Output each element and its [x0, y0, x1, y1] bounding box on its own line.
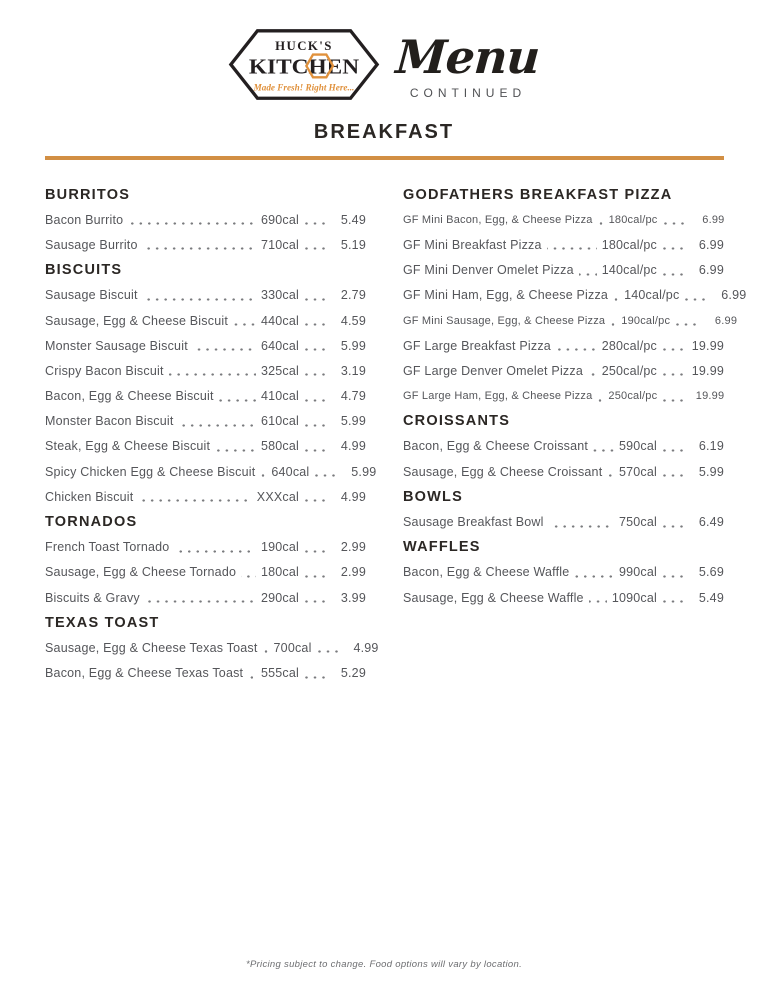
- item-calories: 410cal: [260, 389, 299, 404]
- item-price: 4.99: [340, 439, 366, 454]
- item-name: Bacon, Egg & Cheese Croissant: [403, 439, 589, 454]
- item-price: 5.69: [698, 565, 724, 580]
- item-name: Sausage, Egg & Cheese Waffle: [403, 590, 584, 605]
- menu-section: [45, 258, 377, 510]
- menu-item-row: [45, 585, 366, 610]
- item-calories: 750cal: [618, 515, 657, 530]
- menu-item-row: [403, 509, 724, 534]
- section-items: [45, 635, 379, 685]
- dot-leader: [260, 474, 266, 477]
- dot-leader: [138, 499, 251, 502]
- item-name: Chicken Biscuit: [45, 489, 134, 504]
- item-calories: 1090cal: [611, 590, 657, 605]
- item-price: 4.79: [340, 389, 366, 404]
- item-calories: 180cal/pc: [608, 213, 658, 226]
- dot-leader: [593, 449, 614, 452]
- menu-column-right: [403, 182, 747, 610]
- menu-item-row: [45, 358, 366, 383]
- dot-leader: [597, 399, 603, 402]
- menu-column-left: [45, 182, 379, 686]
- item-calories: 990cal: [618, 565, 657, 580]
- dot-leader-price: [674, 323, 698, 326]
- dot-leader-price: [661, 247, 685, 250]
- dot-leader-price: [316, 650, 340, 653]
- dot-leader-price: [662, 222, 686, 225]
- menu-item-row: [45, 535, 366, 560]
- menu-item-row: [45, 232, 366, 257]
- pricing-disclaimer: *Pricing subject to change. Food options will vary by location.: [245, 959, 523, 970]
- menu-item-row: [45, 560, 366, 585]
- menu-item-row: [45, 308, 366, 333]
- item-calories: 610cal: [260, 414, 299, 429]
- dot-leader: [193, 348, 256, 351]
- logo-line2: KITCHEN: [249, 54, 360, 79]
- menu-item-row: [45, 459, 377, 484]
- dot-leader-price: [303, 222, 327, 225]
- item-calories: 330cal: [260, 288, 299, 303]
- dot-leader: [574, 575, 614, 578]
- item-calories: 640cal: [271, 464, 310, 479]
- item-calories: 140cal/pc: [601, 263, 657, 278]
- item-calories: 250cal/pc: [608, 390, 658, 403]
- item-name: Spicy Chicken Egg & Cheese Biscuit: [45, 464, 256, 479]
- dot-leader: [143, 298, 256, 301]
- dot-leader-price: [661, 348, 685, 351]
- item-calories: 580cal: [260, 439, 299, 454]
- item-name: GF Mini Ham, Egg, & Cheese Pizza: [403, 288, 609, 303]
- section-items: [45, 283, 377, 510]
- menu-item-row: [403, 308, 738, 333]
- item-name: Bacon Burrito: [45, 212, 124, 227]
- dot-leader: [241, 575, 256, 578]
- dot-leader: [174, 550, 256, 553]
- item-price: 2.79: [340, 288, 366, 303]
- dot-leader: [556, 348, 597, 351]
- item-calories: 700cal: [273, 640, 312, 655]
- dot-leader-price: [303, 575, 327, 578]
- item-name: Sausage Breakfast Bowl: [403, 515, 544, 530]
- dot-leader-price: [661, 575, 685, 578]
- section-title: TEXAS TOAST: [45, 614, 160, 631]
- item-calories: 190cal/pc: [621, 314, 671, 327]
- item-price: 19.99: [695, 390, 725, 403]
- item-calories: 290cal: [260, 590, 299, 605]
- dot-leader-price: [661, 273, 685, 276]
- dot-leader-price: [313, 474, 337, 477]
- menu-section: [45, 610, 379, 686]
- item-name: Crispy Bacon Biscuit: [45, 363, 164, 378]
- item-name: Bacon, Egg & Cheese Waffle: [403, 565, 570, 580]
- item-price: 2.99: [340, 565, 366, 580]
- item-price: 5.99: [340, 414, 366, 429]
- dot-leader-price: [303, 247, 327, 250]
- dot-leader-price: [303, 298, 327, 301]
- item-price: 6.19: [698, 439, 724, 454]
- section-title: WAFFLES: [403, 539, 481, 556]
- menu-section: [45, 509, 366, 610]
- item-name: Sausage, Egg & Cheese Tornado: [45, 565, 237, 580]
- item-calories: 710cal: [260, 237, 299, 252]
- menu-section: [403, 484, 724, 534]
- item-price: 4.59: [340, 313, 366, 328]
- dot-leader: [145, 600, 256, 603]
- section-items: [403, 560, 724, 610]
- item-price: 5.19: [340, 237, 366, 252]
- item-calories: 180cal: [260, 565, 299, 580]
- item-name: GF Large Ham, Egg, & Cheese Pizza: [403, 390, 593, 403]
- dot-leader-price: [303, 499, 327, 502]
- dot-leader: [598, 222, 604, 225]
- menu-script-title: Menu: [394, 29, 542, 84]
- hexagon-badge-icon: [228, 24, 380, 105]
- item-name: French Toast Tornado: [45, 540, 170, 555]
- dot-leader-price: [683, 298, 707, 301]
- dot-leader: [169, 373, 256, 376]
- dot-leader-price: [661, 399, 685, 402]
- menu-section: [403, 182, 747, 409]
- menu-item-row: [45, 434, 366, 459]
- menu-item-row: [45, 661, 366, 686]
- breakfast-section-title: BREAKFAST: [313, 121, 455, 143]
- dot-leader: [547, 247, 597, 250]
- dot-leader: [579, 273, 597, 276]
- menu-section: [45, 182, 366, 258]
- item-calories: 640cal: [260, 338, 299, 353]
- dot-leader-price: [661, 600, 685, 603]
- item-name: Biscuits & Gravy: [45, 590, 140, 605]
- dot-leader-price: [303, 399, 327, 402]
- item-price: 2.99: [340, 540, 366, 555]
- item-name: GF Mini Bacon, Egg, & Cheese Pizza: [403, 213, 593, 226]
- section-title: BISCUITS: [45, 262, 123, 279]
- section-title: GODFATHERS BREAKFAST PIZZA: [403, 186, 673, 203]
- item-price: 4.99: [353, 640, 379, 655]
- dot-leader-price: [303, 449, 327, 452]
- menu-item-row: [403, 358, 724, 383]
- menu-item-row: [45, 207, 366, 232]
- dot-leader: [179, 424, 256, 427]
- logo-line1: HUCK'S: [275, 38, 334, 53]
- item-calories: XXXcal: [256, 489, 299, 504]
- dot-leader: [143, 247, 256, 250]
- logo-tagline: Made Fresh! Right Here...: [253, 82, 355, 93]
- item-calories: 690cal: [260, 212, 299, 227]
- menu-item-row: [45, 384, 366, 409]
- item-calories: 440cal: [260, 313, 299, 328]
- item-price: 5.49: [340, 212, 366, 227]
- item-name: Bacon, Egg & Cheese Biscuit: [45, 389, 214, 404]
- item-price: 6.49: [698, 515, 724, 530]
- menu-item-row: [45, 635, 379, 660]
- menu-continued-label: CONTINUED: [409, 85, 527, 100]
- dot-leader-price: [303, 373, 327, 376]
- section-title: BURRITOS: [45, 186, 131, 203]
- dot-leader: [248, 676, 256, 679]
- item-price: 3.99: [340, 590, 366, 605]
- item-calories: 250cal/pc: [601, 363, 657, 378]
- item-price: 6.99: [714, 314, 738, 327]
- dot-leader-price: [661, 373, 685, 376]
- dot-leader: [215, 449, 256, 452]
- dot-leader: [233, 323, 256, 326]
- item-price: 5.49: [698, 590, 724, 605]
- item-price: 5.29: [340, 666, 366, 681]
- item-calories: 190cal: [260, 540, 299, 555]
- item-name: Sausage, Egg & Cheese Texas Toast: [45, 640, 258, 655]
- menu-item-row: [45, 484, 366, 509]
- item-calories: 180cal/pc: [601, 237, 657, 252]
- dot-leader: [610, 323, 616, 326]
- item-calories: 570cal: [618, 464, 657, 479]
- menu-item-row: [403, 585, 724, 610]
- item-calories: 590cal: [618, 439, 657, 454]
- item-calories: 325cal: [260, 363, 299, 378]
- item-price: 6.99: [721, 288, 747, 303]
- item-name: GF Mini Sausage, Egg, & Cheese Pizza: [403, 314, 606, 327]
- item-price: 4.99: [340, 489, 366, 504]
- menu-item-row: [45, 409, 366, 434]
- item-name: Sausage Burrito: [45, 237, 138, 252]
- item-name: GF Large Denver Omelet Pizza: [403, 363, 583, 378]
- menu-item-row: [403, 459, 724, 484]
- item-calories: 280cal/pc: [601, 338, 657, 353]
- section-items: [45, 535, 366, 611]
- item-name: GF Large Breakfast Pizza: [403, 338, 551, 353]
- item-name: Monster Sausage Biscuit: [45, 338, 188, 353]
- item-price: 19.99: [691, 338, 724, 353]
- menu-item-row: [45, 283, 366, 308]
- item-price: 19.99: [691, 363, 724, 378]
- menu-item-row: [403, 333, 724, 358]
- menu-item-row: [403, 207, 724, 232]
- item-price: 6.99: [698, 237, 724, 252]
- menu-section: [403, 409, 724, 485]
- dot-leader: [263, 650, 269, 653]
- menu-title-block: [394, 29, 542, 100]
- dot-leader: [613, 298, 619, 301]
- item-name: Sausage, Egg & Cheese Croissant: [403, 464, 603, 479]
- section-items: [403, 509, 724, 534]
- menu-section: [403, 535, 724, 611]
- item-price: 5.99: [698, 464, 724, 479]
- dot-leader: [549, 525, 614, 528]
- item-name: Sausage Biscuit: [45, 288, 138, 303]
- dot-leader-price: [303, 550, 327, 553]
- section-title: BOWLS: [403, 488, 463, 505]
- dot-leader-price: [303, 600, 327, 603]
- dot-leader-price: [661, 525, 685, 528]
- item-name: GF Mini Denver Omelet Pizza: [403, 263, 574, 278]
- dot-leader-price: [303, 348, 327, 351]
- item-name: Monster Bacon Biscuit: [45, 414, 174, 429]
- section-items: [403, 434, 724, 484]
- item-name: GF Mini Breakfast Pizza: [403, 237, 542, 252]
- menu-item-row: [403, 258, 724, 283]
- dot-leader: [219, 399, 256, 402]
- section-items: [45, 207, 366, 257]
- item-name: Sausage, Egg & Cheese Biscuit: [45, 313, 228, 328]
- item-price: 6.99: [698, 263, 724, 278]
- item-calories: 140cal/pc: [624, 288, 680, 303]
- masthead: [0, 24, 768, 105]
- menu-item-row: [403, 283, 747, 308]
- menu-item-row: [45, 333, 366, 358]
- item-price: 5.99: [340, 338, 366, 353]
- section-title: CROISSANTS: [403, 413, 511, 430]
- menu-item-row: [403, 560, 724, 585]
- dot-leader: [589, 600, 607, 603]
- item-name: Bacon, Egg & Cheese Texas Toast: [45, 666, 244, 681]
- item-calories: 555cal: [260, 666, 299, 681]
- item-price: 3.19: [340, 363, 366, 378]
- section-title: TORNADOS: [45, 514, 138, 531]
- dot-leader: [128, 222, 256, 225]
- dot-leader-price: [661, 474, 685, 477]
- hucks-kitchen-logo: [228, 24, 380, 105]
- dot-leader-price: [303, 676, 327, 679]
- dot-leader-price: [661, 449, 685, 452]
- item-name: Steak, Egg & Cheese Biscuit: [45, 439, 211, 454]
- dot-leader-price: [303, 323, 327, 326]
- dot-leader-price: [303, 424, 327, 427]
- dot-leader: [607, 474, 614, 477]
- item-price: 5.99: [351, 464, 377, 479]
- menu-item-row: [403, 232, 724, 257]
- menu-grid: [45, 182, 747, 686]
- section-items: [403, 207, 747, 409]
- dot-leader: [588, 373, 597, 376]
- orange-divider: [45, 156, 724, 160]
- menu-item-row: [403, 434, 724, 459]
- item-price: 6.99: [702, 213, 725, 226]
- menu-item-row: [403, 384, 724, 409]
